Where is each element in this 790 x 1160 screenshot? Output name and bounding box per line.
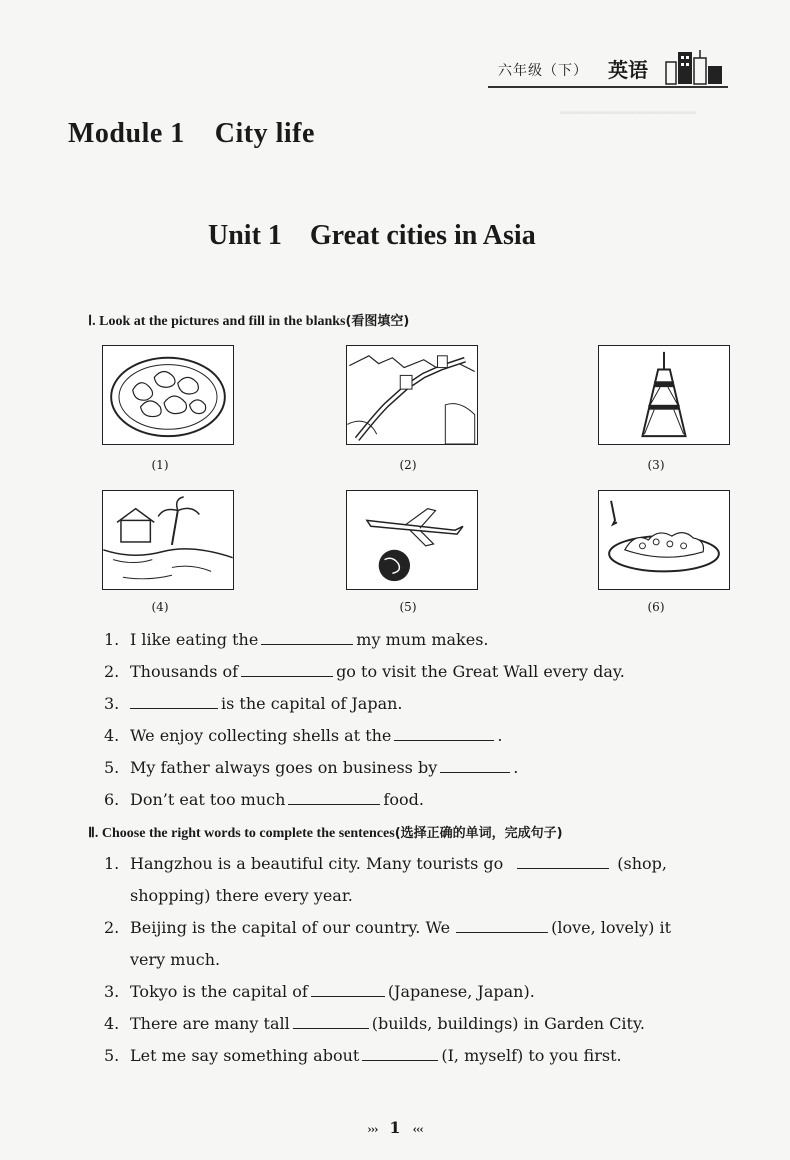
page-header (470, 48, 730, 88)
left-arrows-icon: ››› (367, 1123, 378, 1136)
exercise-line (130, 790, 424, 810)
exercise-line (130, 1046, 622, 1066)
caption-6: (6) (647, 600, 665, 614)
answer-blank[interactable] (311, 982, 385, 997)
text: (builds, buildings) in Garden City. (371, 1014, 645, 1033)
text: is the capital of Japan. (221, 694, 403, 713)
text: . (497, 726, 503, 745)
answer-blank[interactable] (293, 1014, 369, 1029)
exercise-line-cont: shopping) there every year. (130, 886, 353, 905)
item-number: 5. (104, 1046, 120, 1065)
text: There are many tall (130, 1014, 290, 1033)
caption-4: (4) (151, 600, 169, 614)
section2-heading-text: Ⅱ. Choose the right words to complete the sentences (88, 826, 395, 841)
text: (I, myself) to you first. (441, 1046, 622, 1065)
section2-heading-zh: (选择正确的单词，完成句子) (394, 826, 563, 841)
text: Don’t eat too much (130, 790, 286, 809)
picture-beach (102, 490, 234, 590)
item-number: 5. (104, 758, 120, 777)
text: (love, lovely) it (551, 918, 672, 937)
answer-blank[interactable] (440, 758, 510, 773)
item-number: 2. (104, 662, 120, 681)
exercise-line (130, 694, 403, 714)
item-number: 4. (104, 726, 120, 745)
caption-2: (2) (399, 458, 417, 472)
text: go to visit the Great Wall every day. (336, 662, 625, 681)
exercise-line (130, 758, 518, 778)
picture-food-plate (598, 490, 730, 590)
answer-blank[interactable] (241, 662, 333, 677)
header-rule (488, 86, 728, 88)
caption-1: (1) (151, 458, 169, 472)
section1-heading-text: Ⅰ. Look at the pictures and fill in the blanks (88, 314, 346, 329)
text: Let me say something about (130, 1046, 360, 1065)
item-number: 2. (104, 918, 120, 937)
text: food. (383, 790, 424, 809)
picture-great-wall (346, 345, 478, 445)
text: We enjoy collecting shells at the (130, 726, 392, 745)
text: my mum makes. (356, 630, 489, 649)
caption-5: (5) (399, 600, 417, 614)
section2-heading (88, 822, 563, 842)
caption-3: (3) (647, 458, 665, 472)
exercise-line-cont: very much. (130, 950, 221, 969)
exercise-line (130, 982, 535, 1002)
answer-blank[interactable] (130, 694, 218, 709)
answer-blank[interactable] (288, 790, 380, 805)
unit-title: Unit 1 Great cities in Asia (208, 220, 536, 251)
exercise-line (130, 854, 667, 874)
module-title: Module 1 City life (68, 118, 315, 149)
text: Hangzhou is a beautiful city. Many tourists go (130, 854, 504, 873)
answer-blank[interactable] (394, 726, 494, 741)
picture-dumplings (102, 345, 234, 445)
text: (shop, (617, 854, 667, 873)
text: Tokyo is the capital of (130, 982, 308, 1001)
answer-blank[interactable] (362, 1046, 438, 1061)
text: My father always goes on business by (130, 758, 438, 777)
city-skyline-icon (662, 48, 728, 86)
exercise-line (130, 918, 671, 938)
answer-blank[interactable] (517, 854, 609, 869)
section1-heading-zh: (看图填空) (345, 314, 410, 329)
item-number: 3. (104, 982, 120, 1001)
answer-blank[interactable] (456, 918, 548, 933)
exercise-line (130, 662, 625, 682)
grade-label: 六年级（下） (498, 63, 588, 79)
page-footer (0, 1118, 790, 1137)
item-number: 1. (104, 630, 120, 649)
exercise-line (130, 726, 503, 746)
text: Thousands of (130, 662, 239, 681)
item-number: 1. (104, 854, 120, 873)
picture-tokyo-tower (598, 345, 730, 445)
picture-plane-globe (346, 490, 478, 590)
item-number: 4. (104, 1014, 120, 1033)
exercise-line (130, 630, 488, 650)
text: I like eating the (130, 630, 259, 649)
subject-label: 英语 (608, 58, 648, 82)
text: . (513, 758, 519, 777)
right-arrows-icon: ‹‹‹ (412, 1123, 423, 1136)
answer-blank[interactable] (261, 630, 353, 645)
bleed-through: ━━━━━━━━━━━━━━━ (560, 104, 696, 122)
section1-heading (88, 310, 409, 330)
text: Beijing is the capital of our country. We (130, 918, 451, 937)
text: (Japanese, Japan). (387, 982, 535, 1001)
item-number: 3. (104, 694, 120, 713)
item-number: 6. (104, 790, 120, 809)
page-number: 1 (389, 1118, 401, 1137)
exercise-line (130, 1014, 645, 1034)
